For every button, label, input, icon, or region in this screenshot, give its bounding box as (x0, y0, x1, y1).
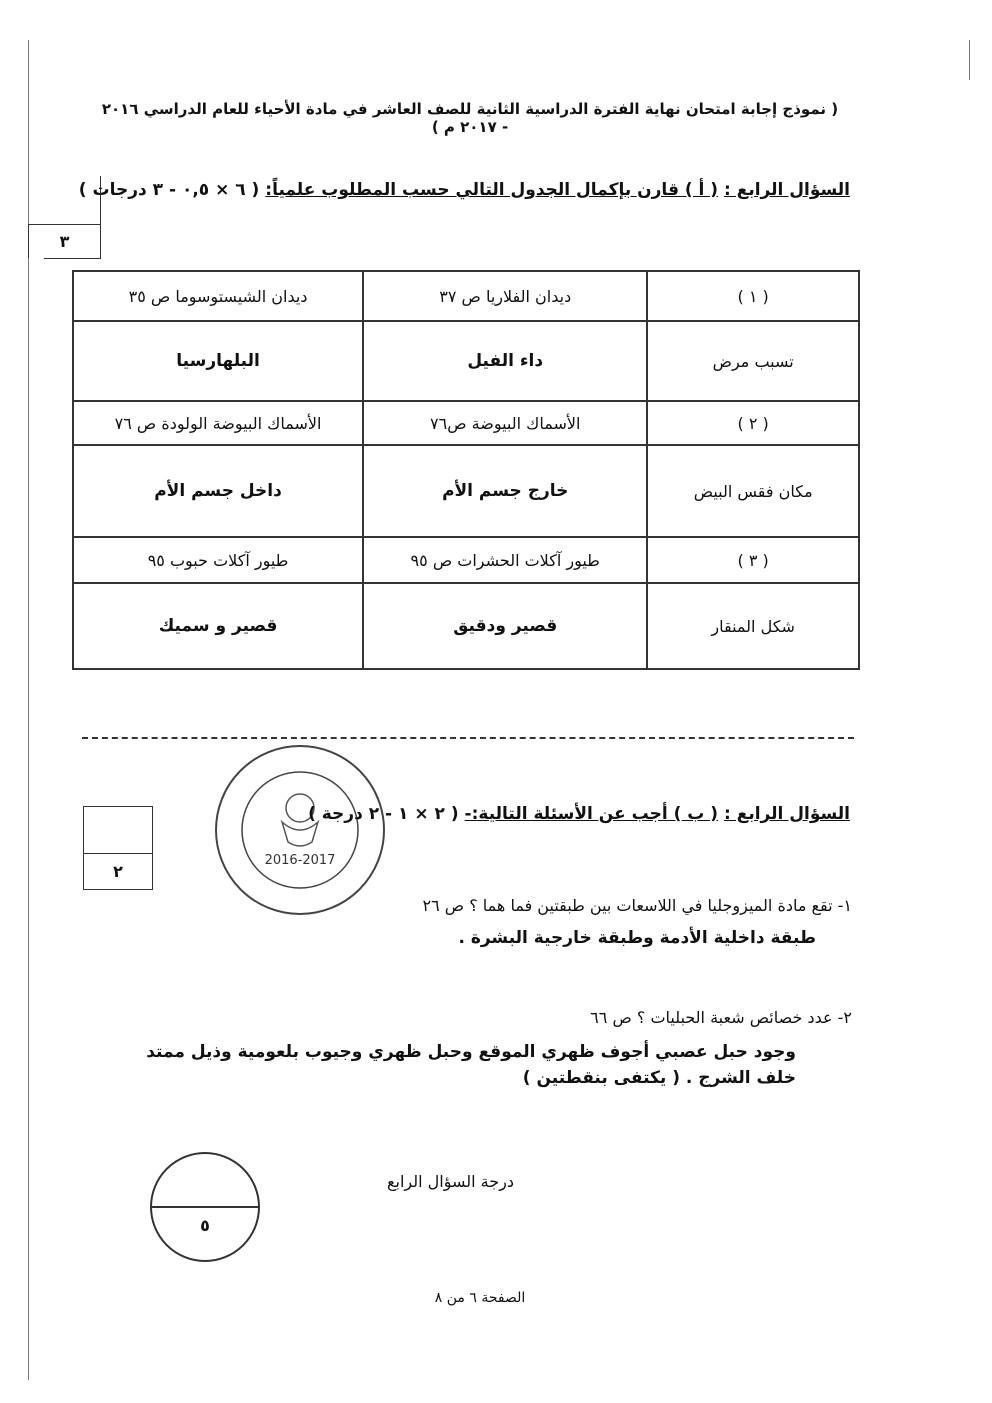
question-b-text: ( ب ) أجب عن الأسئلة التالية:- (464, 804, 719, 824)
column-2-cell: داخل جسم الأم (73, 445, 363, 537)
ministry-seal-icon (212, 742, 388, 918)
question-b-item-2: ٢- عدد خصائص شعبة الحبليات ؟ ص ٦٦ (590, 1008, 852, 1027)
score-b-value: ٢ (84, 853, 152, 890)
column-1-cell: الأسماك البيوضة ص٧٦ (363, 401, 647, 445)
table-row (73, 537, 859, 583)
column-2-cell: البلهارسيا (73, 321, 363, 401)
column-1-cell: ديدان الفلاريا ص ٣٧ (363, 271, 647, 321)
column-1-cell: داء الفيل (363, 321, 647, 401)
table-row (73, 445, 859, 537)
comparison-table (72, 270, 860, 670)
score-a-value: ٣ (28, 224, 100, 258)
question-a-prefix: السؤال الرابع : (724, 180, 850, 200)
column-1-cell: خارج جسم الأم (363, 445, 647, 537)
table-row (73, 321, 859, 401)
row-label-cell: ( ١ ) (647, 271, 859, 321)
column-2-cell: الأسماك البيوضة الولودة ص ٧٦ (73, 401, 363, 445)
question-b-marks: ( ٢ × ١ - ٢ درجة ) (308, 804, 459, 824)
table-row (73, 271, 859, 321)
question-a-text: ( أ ) قارن بإكمال الجدول التالي حسب المطلوب علمياً: (265, 180, 719, 200)
grade-divider (152, 1206, 258, 1208)
grade-label: درجة السؤال الرابع (387, 1172, 514, 1191)
page-header: ( نموذج إجابة امتحان نهاية الفترة الدراسية الثانية للصف العاشر في مادة الأحياء للعام الدراسي ٢٠١٦ - ٢٠١٧ م ) (101, 100, 839, 136)
table-row (73, 401, 859, 445)
row-label-cell: تسبب مرض (647, 321, 859, 401)
row-label-cell: ( ٣ ) (647, 537, 859, 583)
question-a-title (79, 180, 850, 200)
row-label-cell: مكان فقس البيض (647, 445, 859, 537)
question-b-item-1: ١- تقع مادة الميزوجليا في اللاسعات بين طبقتين فما هما ؟ ص ٢٦ (422, 896, 852, 915)
score-box-b (83, 806, 153, 890)
row-label-cell: شكل المنقار (647, 583, 859, 669)
answer-b-item-2-line-1: وجود حبل عصبي أجوف ظهري الموقع وحبل ظهري وجيوب بلعومية وذيل ممتد (146, 1042, 796, 1062)
column-2-cell: طيور آكلات حبوب ٩٥ (73, 537, 363, 583)
page-footer: الصفحة ٦ من ٨ (434, 1290, 526, 1306)
score-box-a (44, 176, 101, 259)
section-separator (82, 737, 854, 739)
table-row (73, 583, 859, 669)
question-b-prefix: السؤال الرابع : (724, 804, 850, 824)
column-1-cell: طيور آكلات الحشرات ص ٩٥ (363, 537, 647, 583)
column-2-cell: ديدان الشيستوسوما ص ٣٥ (73, 271, 363, 321)
question-b-title (308, 804, 850, 824)
grade-value: ٥ (200, 1216, 210, 1235)
grade-circle (150, 1152, 260, 1262)
column-1-cell: قصير ودقيق (363, 583, 647, 669)
question-a-marks: ( ٦ × ٠,٥ - ٣ درجات ) (78, 180, 260, 200)
answer-b-item-1: طبقة داخلية الأدمة وطبقة خارجية البشرة . (458, 928, 816, 948)
right-margin-line (969, 40, 970, 80)
stamp-year: 2016-2017 (264, 853, 336, 868)
answer-b-item-2-line-2: خلف الشرج . ( يكتفى بنقطتين ) (522, 1068, 796, 1088)
column-2-cell: قصير و سميك (73, 583, 363, 669)
row-label-cell: ( ٢ ) (647, 401, 859, 445)
